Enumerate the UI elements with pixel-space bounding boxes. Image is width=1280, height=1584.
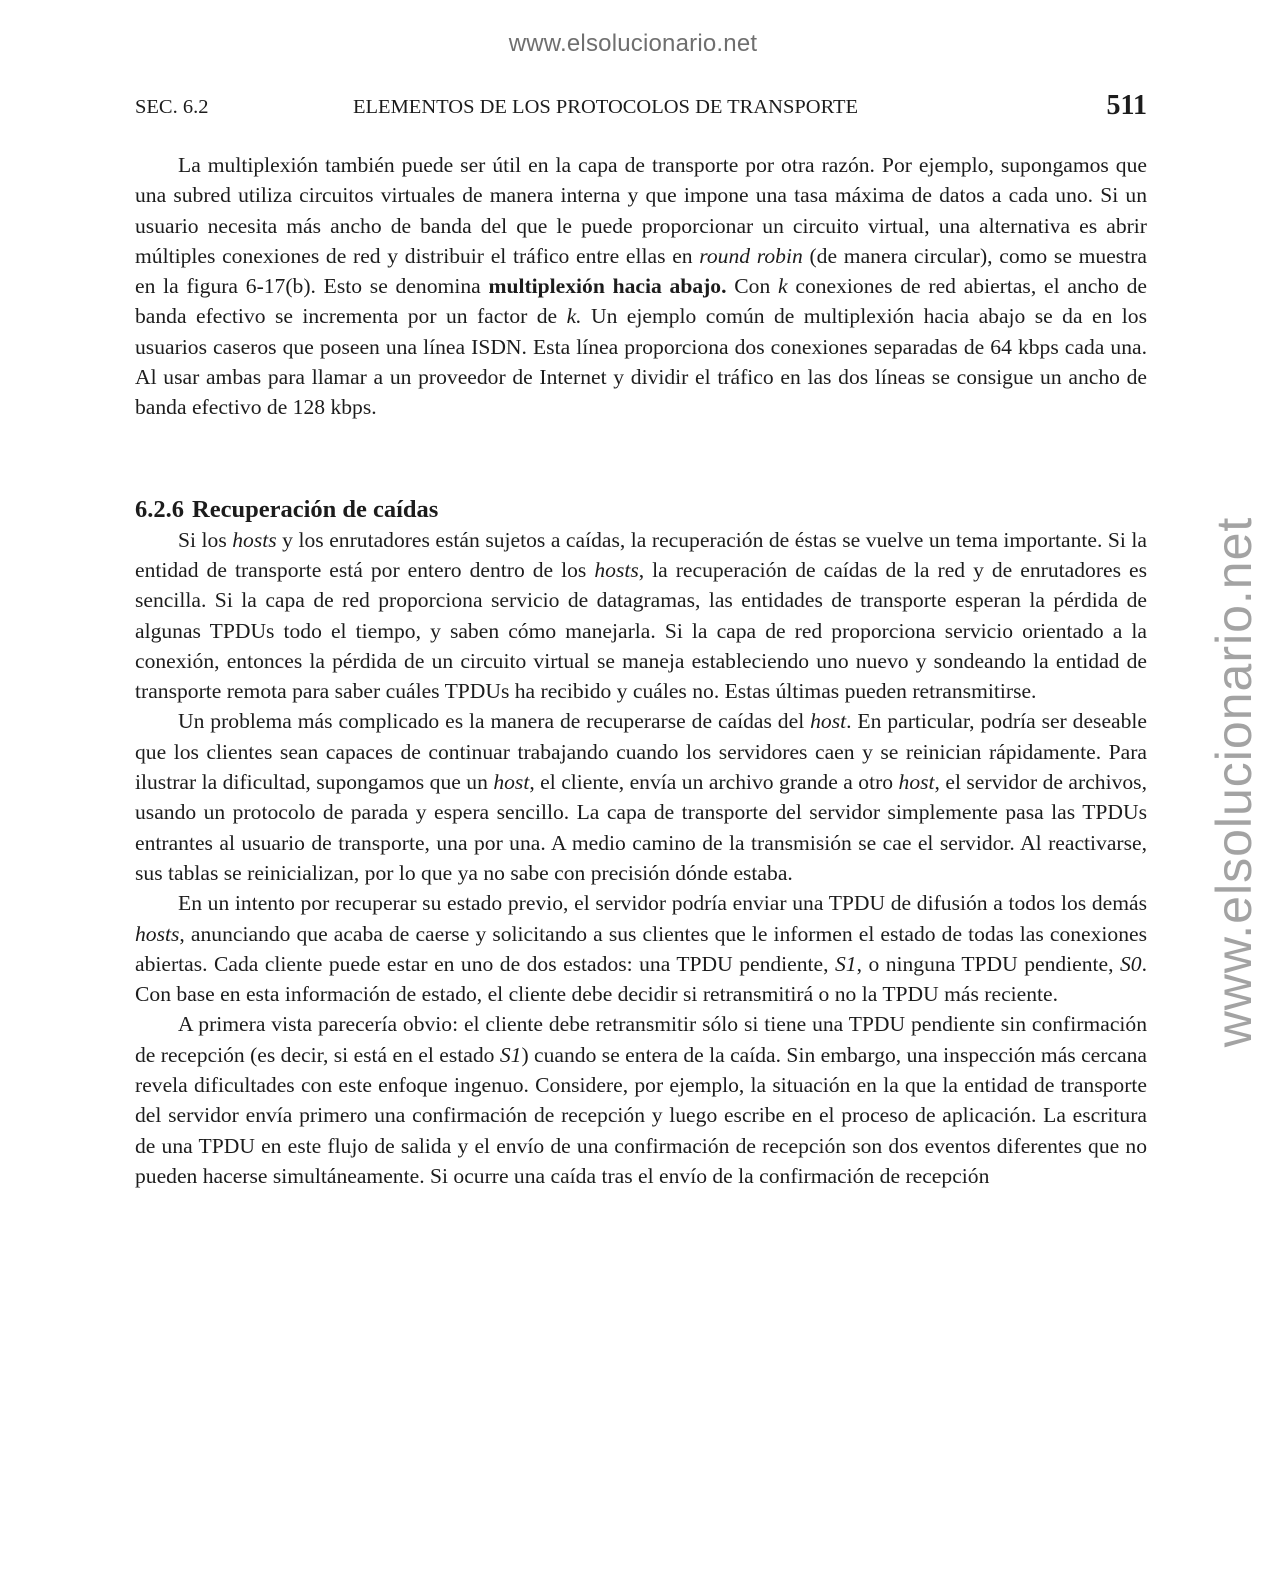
italic-term: hosts [594, 557, 639, 582]
text-run: Si los [178, 527, 233, 552]
paragraph [135, 525, 1147, 707]
text-run: La multiplexión también puede ser útil en la capa de transporte por otra razón. Por ejemplo, supongamos que una subred utiliza circuitos virtuales de manera interna y que impone una tasa máxima de datos a cada uno. Si un usuario necesita más ancho de banda del que le puede proporcionar un circuito virtual, una alternativa es abrir múltiples conexiones de red y distribuir el tráfico entre ellas en [135, 153, 1147, 268]
chapter-title: ELEMENTOS DE LOS PROTOCOLOS DE TRANSPORTE [353, 96, 859, 118]
paragraph [135, 888, 1147, 1009]
running-header [135, 90, 1147, 122]
text-run: Un ejemplo común de multiplexión hacia abajo se da en los usuarios caseros que poseen una línea ISDN. Esta línea proporciona dos conexiones separadas de 64 kbps cada una. Al usar ambas para llamar a un proveedor de Internet y dividir el tráfico en las dos líneas se consigue un ancho de banda efectivo de 128 kbps. [135, 304, 1148, 420]
watermark-side: www.elsolucionario.net [1206, 516, 1262, 1048]
text-run: Un problema más complicado es la manera de recuperarse de caídas del [178, 709, 811, 734]
paragraph [135, 150, 1147, 423]
italic-term: host [898, 770, 935, 795]
italic-term: S0 [1120, 951, 1142, 976]
paragraph [135, 706, 1147, 888]
text-run: (de manera circular), como se muestra en la figura 6-17(b). Esto se denomina [135, 243, 1147, 299]
text-run: , el servidor de archivos, usando un protocolo de parada y espera sencillo. La capa de transporte del servidor simplemente pasa las TPDUs entrantes al usuario de transporte, una por una. A medio camino de la transmisión se cae el servidor. Al reactivarse, sus tablas se reinicializan, por lo que ya no sabe con precisión dónde estaba. [135, 770, 1147, 885]
paragraph [135, 1009, 1147, 1191]
italic-term: S1 [499, 1042, 522, 1067]
italic-term: hosts [232, 527, 277, 552]
italic-term: k [778, 274, 788, 299]
italic-term: S1 [835, 951, 857, 976]
italic-term: k. [566, 304, 582, 329]
page-number: 511 [1106, 90, 1147, 121]
italic-term: round robin [699, 243, 803, 268]
text-run: , la recuperación de caídas de la red y de enrutadores es sencilla. Si la capa de red proporciona servicio de datagramas, las entidades de transporte esperan la pérdida de algunas TPDUs todo el tiempo, y saben cómo manejarla. Si la capa de red proporciona servicio orientado a la conexión, entonces la pérdida de un circuito virtual se maneja estableciendo uno nuevo y sondeando la entidad de transporte remota para saber cuáles TPDUs ha recibido y cuáles no. Estas últimas pueden retransmitirse. [135, 557, 1147, 704]
text-run: y los enrutadores están sujetos a caídas, la recuperación de éstas se vuelve un tema importante. Si la entidad de transporte está por entero dentro de los [135, 527, 1147, 582]
text-run: A primera vista parecería obvio: el cliente debe retransmitir sólo si tiene una TPDU pendiente sin confirmación de recepción (es decir, si está en el estado [135, 1012, 1147, 1067]
text-run: . En particular, podría ser deseable que los clientes sean capaces de continuar trabajando cuando los servidores caen y se reinician rápidamente. Para ilustrar la dificultad, supongamos que un [135, 709, 1147, 795]
section-number: 6.2.6 [135, 495, 184, 523]
text-run: , o ninguna TPDU pendiente, [856, 951, 1120, 976]
page-body [135, 150, 1147, 1191]
section-title: Recuperación de caídas [192, 495, 439, 523]
text-run: , el cliente, envía un archivo grande a otro [529, 770, 899, 795]
italic-term: hosts [135, 921, 180, 946]
text-run: conexiones de red abiertas, el ancho de banda efectivo se incrementa por un factor de [135, 274, 1148, 329]
watermark-top: www.elsolucionario.net [508, 30, 758, 57]
text-run: , anunciando que acaba de caerse y solicitando a sus clientes que le informen el estado de todas las conexiones abiertas. Cada cliente puede estar en uno de dos estados: una TPDU pendiente, [135, 921, 1147, 976]
text-run: Con [726, 274, 779, 299]
bold-term: multiplexión hacia abajo. [488, 274, 727, 299]
text-run: . Con base en esta información de estado, el cliente debe decidir si retransmitirá o no la TPDU más reciente. [135, 951, 1147, 1007]
text-run: En un intento por recuperar su estado previo, el servidor podría enviar una TPDU de difusión a todos los demás [178, 891, 1147, 916]
section-heading [135, 495, 1147, 525]
italic-term: host [810, 709, 847, 734]
text-run: ) cuando se entera de la caída. Sin embargo, una inspección más cercana revela dificultades con este enfoque ingenuo. Considere, por ejemplo, la situación en la que la entidad de transporte del servidor envía primero una confirmación de recepción y luego escribe en el proceso de aplicación. La escritura de una TPDU en este flujo de salida y el envío de una confirmación de recepción son dos eventos diferentes que no pueden hacerse simultáneamente. Si ocurre una caída tras el envío de la confirmación de recepción [135, 1042, 1147, 1188]
italic-term: host [493, 770, 530, 795]
section-reference: SEC. 6.2 [135, 96, 209, 118]
